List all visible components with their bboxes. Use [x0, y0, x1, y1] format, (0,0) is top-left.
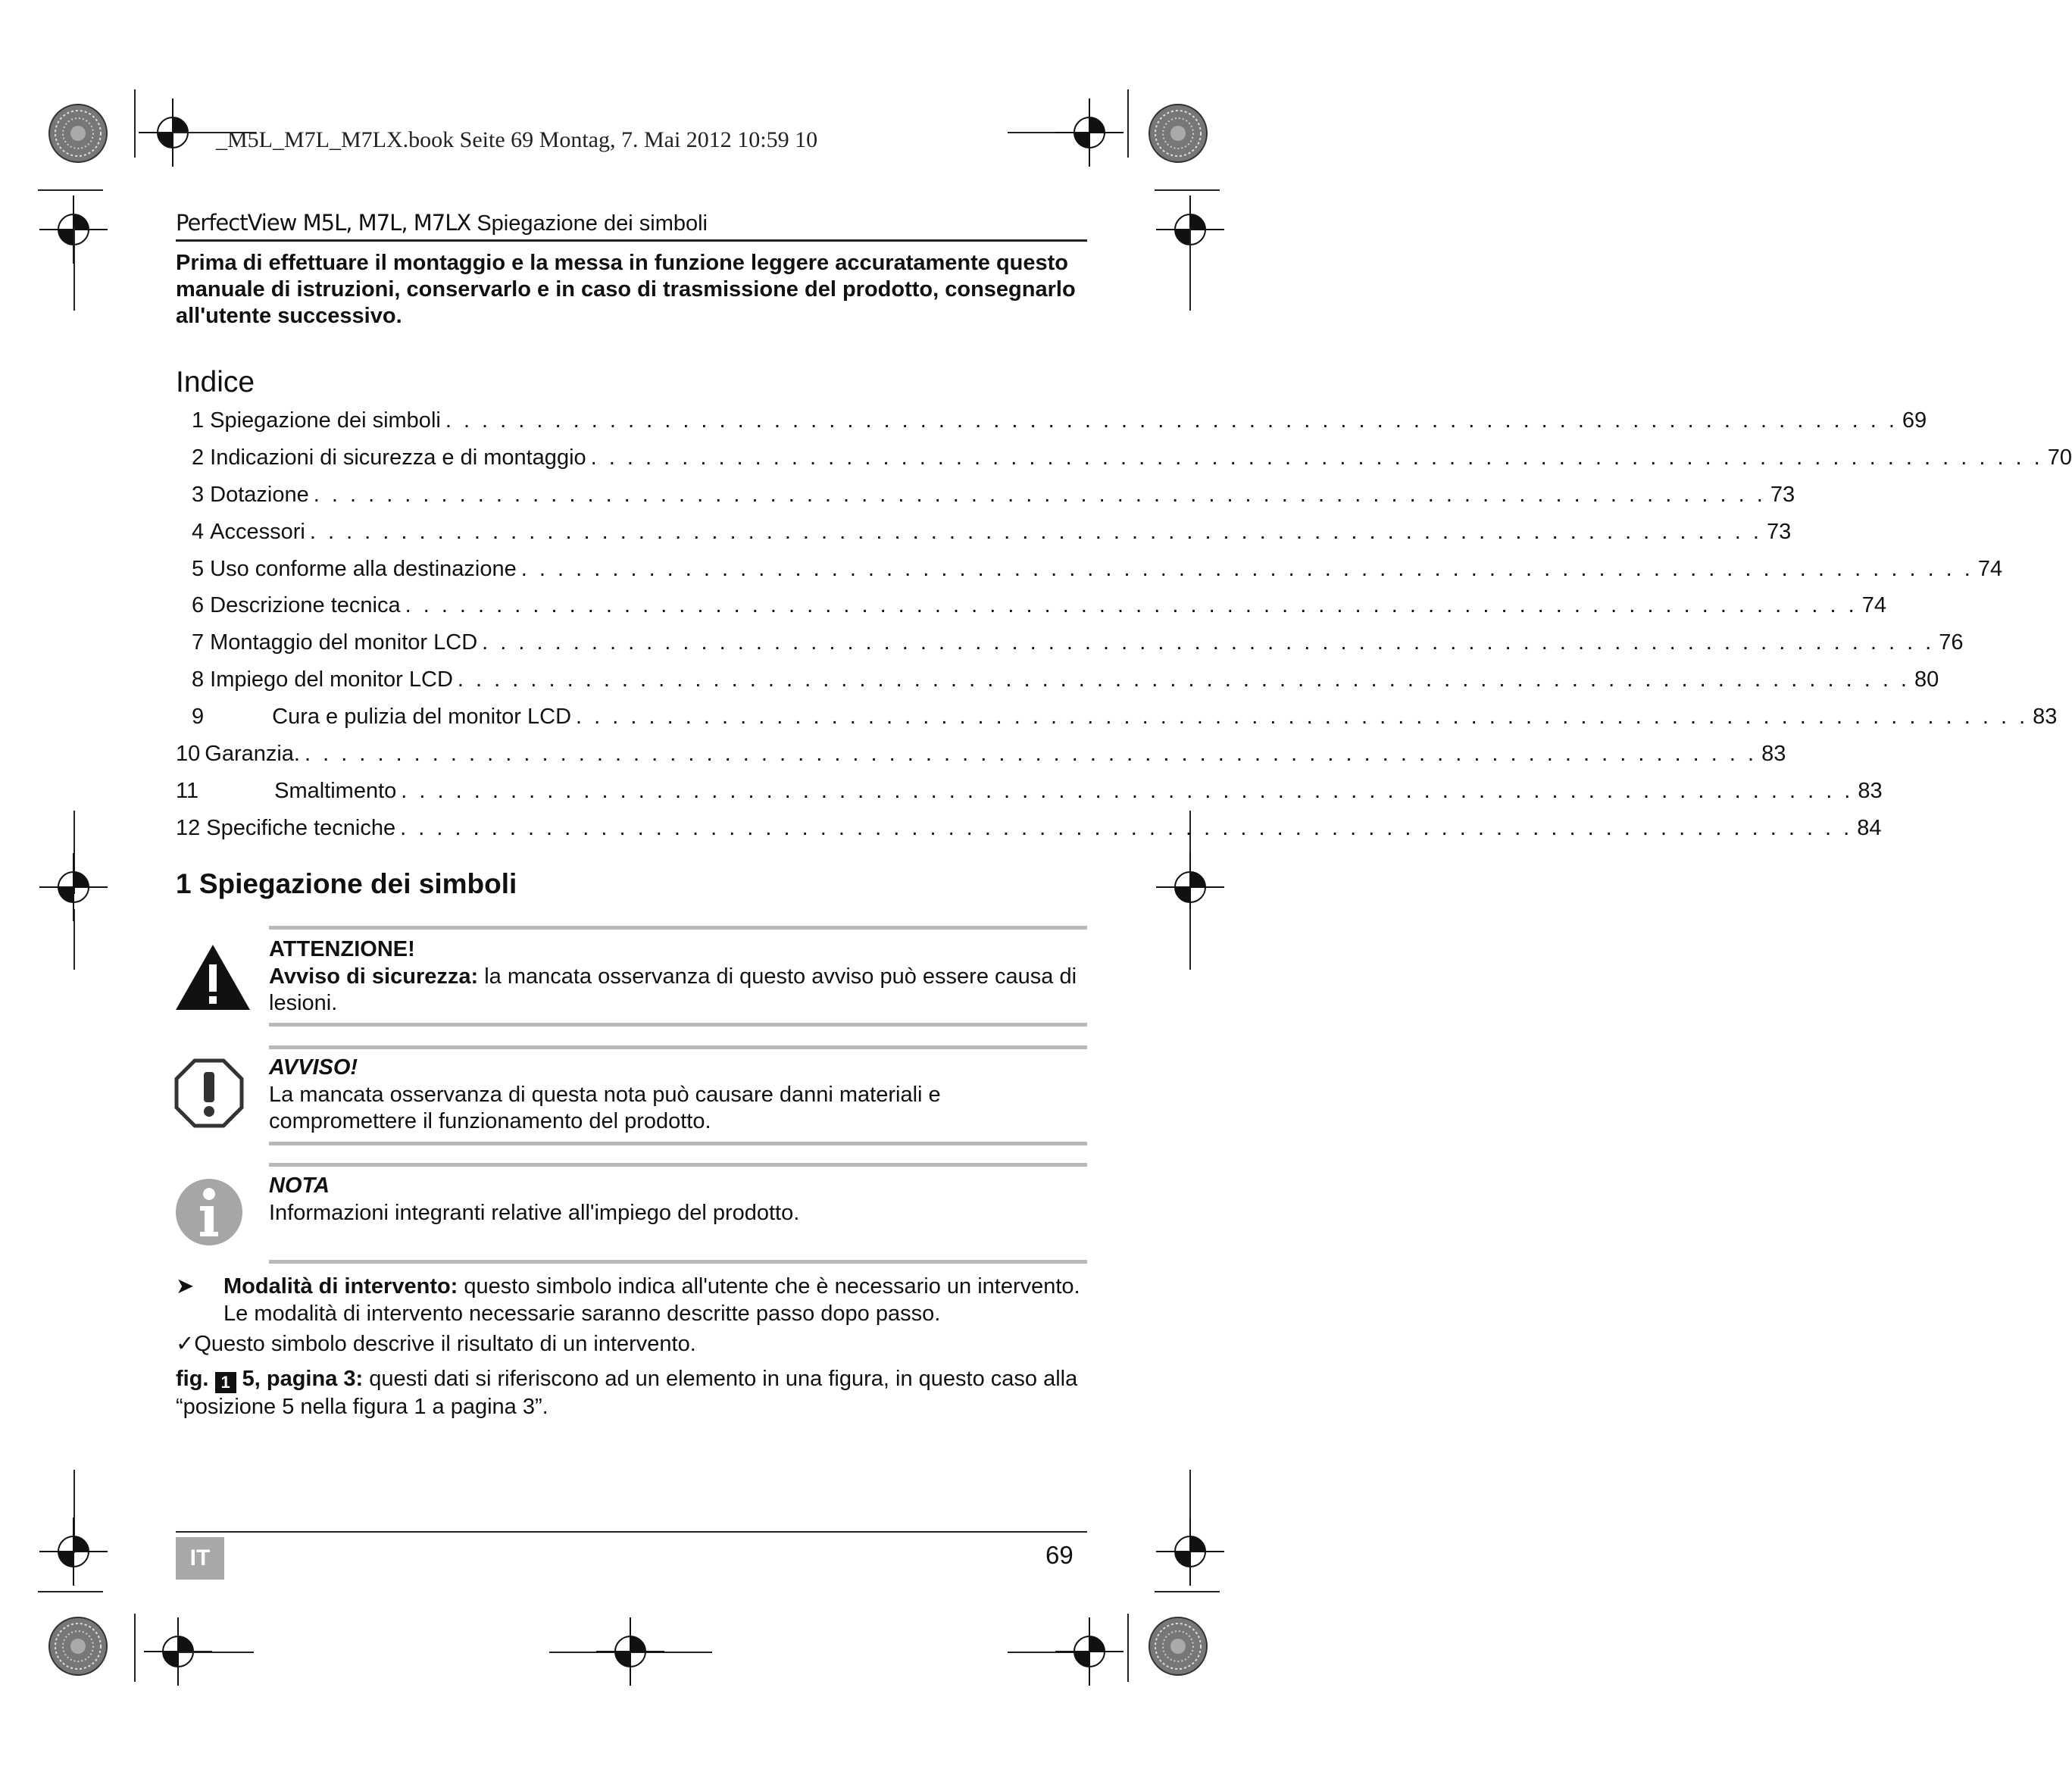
toc-entry-number: 9	[192, 705, 205, 729]
toc-entry-title: Garanzia.	[205, 742, 300, 766]
toc-entry[interactable]	[192, 517, 1792, 547]
action-label: Modalità di intervento:	[223, 1274, 458, 1299]
result-text: Questo simbolo descrive il risultato di un intervento.	[194, 1332, 696, 1356]
toc-entry-title: Accessori	[210, 520, 305, 544]
crop-line	[1127, 1614, 1129, 1682]
action-arrow-icon: ➤	[176, 1274, 195, 1299]
crop-line	[134, 1614, 136, 1682]
header-section: Spiegazione dei simboli	[477, 211, 708, 236]
print-header: _M5L_M7L_M7LX.book Seite 69 Montag, 7. Mai 2012 10:59 10	[216, 127, 818, 152]
result-paragraph	[176, 1330, 1085, 1358]
toc-entry[interactable]	[192, 590, 1886, 620]
toc-entry-page: 83	[2033, 705, 2058, 729]
crop-line	[1155, 1591, 1220, 1592]
toc-entry[interactable]	[192, 702, 2058, 732]
toc-entry-number: 6	[192, 593, 205, 617]
registration-mark-right-lower	[1156, 1517, 1224, 1586]
toc-entry-number: 11	[176, 779, 199, 803]
toc-entry-page: 83	[1858, 779, 1883, 803]
toc-entry-title: Specifiche tecniche	[206, 816, 396, 840]
color-rosette-top-left	[48, 103, 108, 164]
registration-mark-top-right	[1055, 98, 1124, 167]
color-rosette-top-right	[1148, 103, 1208, 164]
crop-line	[1189, 227, 1191, 311]
language-badge: IT	[176, 1537, 224, 1580]
toc-entry-page: 76	[1939, 630, 1964, 655]
crop-line	[38, 1591, 103, 1592]
toc-leader-dots: . . . . . . . . . . . . . . . . . . . . . . . . . . . . . . . . . . . . . . . . . . . . . . . . . . . . . . . . . . . . . . . . . . . . . . . . . . . . . . . .	[590, 445, 2043, 470]
toc-entry-number: 3	[192, 483, 205, 507]
toc-entry-page: 80	[1914, 667, 1939, 692]
toc-entry[interactable]	[192, 405, 1927, 436]
toc-entry-title: Impiego del monitor LCD	[210, 667, 453, 692]
toc-leader-dots: . . . . . . . . . . . . . . . . . . . . . . . . . . . . . . . . . . . . . . . . . . . . . . . . . . . . . . . . . . . . . . . . . . . . . . . . . . . . . . . .	[305, 742, 1758, 766]
crop-line	[134, 89, 136, 158]
check-icon: ✓	[176, 1332, 195, 1356]
toc-entry-page: 73	[1766, 520, 1792, 544]
toc-entry-title: Spiegazione dei simboli	[210, 408, 441, 433]
toc-leader-dots: . . . . . . . . . . . . . . . . . . . . . . . . . . . . . . . . . . . . . . . . . . . . . . . . . . . . . . . . . . . . . . . . . . . . . . . . . . . . . . . .	[576, 705, 2029, 729]
warning-triangle-icon	[174, 943, 252, 1011]
toc-entry[interactable]	[176, 739, 1786, 769]
toc-entry-title: Montaggio del monitor LCD	[210, 630, 478, 655]
note-title: NOTA	[269, 1174, 330, 1198]
toc-leader-dots: . . . . . . . . . . . . . . . . . . . . . . . . . . . . . . . . . . . . . . . . . . . . . . . . . . . . . . . . . . . . . . . . . . . . . . . . . . . . . . . .	[405, 593, 1858, 617]
crop-line	[38, 189, 103, 191]
info-icon	[174, 1177, 244, 1247]
toc-entry-title: Descrizione tecnica	[210, 593, 401, 617]
toc-entry[interactable]	[192, 627, 1964, 658]
note-text: Informazioni integranti relative all'impiego del prodotto.	[269, 1201, 800, 1225]
figure-reference-paragraph	[176, 1365, 1089, 1421]
crop-line	[1155, 189, 1220, 191]
toc-entry-title: Cura e pulizia del monitor LCD	[272, 705, 572, 729]
toc-entry-number: 5	[192, 557, 205, 581]
figref-label: 5, pagina 3:	[242, 1367, 364, 1391]
toc-leader-dots: . . . . . . . . . . . . . . . . . . . . . . . . . . . . . . . . . . . . . . . . . . . . . . . . . . . . . . . . . . . . . . . . . . . . . . . . . . . . . . . .	[309, 520, 1762, 544]
toc-entry-page: 70	[2047, 445, 2072, 470]
toc-entry[interactable]	[176, 776, 1883, 806]
toc-entry-title: Dotazione	[210, 483, 309, 507]
warning-body: la mancata osservanza di questo avviso può essere causa di lesioni.	[269, 964, 1077, 1015]
divider	[269, 1142, 1087, 1145]
toc-entry-number: 4	[192, 520, 205, 544]
section-heading: 1 Spiegazione dei simboli	[176, 868, 517, 899]
toc-leader-dots: . . . . . . . . . . . . . . . . . . . . . . . . . . . . . . . . . . . . . . . . . . . . . . . . . . . . . . . . . . . . . . . . . . . . . . . . . . . . . . . .	[400, 816, 1853, 840]
notice-exclamation-icon	[174, 1058, 244, 1128]
crop-line	[73, 227, 75, 311]
toc-entry-number: 8	[192, 667, 205, 692]
toc-entry-page: 73	[1770, 483, 1795, 507]
toc-entry[interactable]	[192, 664, 1939, 695]
toc-entry-number: 10	[176, 742, 201, 766]
toc-leader-dots: . . . . . . . . . . . . . . . . . . . . . . . . . . . . . . . . . . . . . . . . . . . . . . . . . . . . . . . . . . . . . . . . . . . . . . . . . . . . . . . .	[457, 667, 1910, 692]
intro-paragraph: Prima di effettuare il montaggio e la messa in funzione leggere accuratamente questo manuale di istruzioni, conservarlo e in caso di trasmissione del prodotto, consegnarlo all'utente successivo.	[176, 251, 1076, 328]
toc-entry-page: 74	[1977, 557, 2003, 581]
toc-entry-number: 7	[192, 630, 205, 655]
toc-entry[interactable]	[192, 554, 2003, 584]
toc-leader-dots: . . . . . . . . . . . . . . . . . . . . . . . . . . . . . . . . . . . . . . . . . . . . . . . . . . . . . . . . . . . . . . . . . . . . . . . . . . . . . . . .	[520, 557, 1974, 581]
crop-line	[178, 1652, 254, 1653]
figref-text: questi dati si riferiscono ad un elemento in una figura, in questo caso alla “posizione 5 nella figura 1 a pagina 3”.	[176, 1367, 1078, 1419]
warning-label: Avviso di sicurezza:	[269, 964, 479, 989]
toc-entry-number: 2	[192, 445, 205, 470]
toc-leader-dots: . . . . . . . . . . . . . . . . . . . . . . . . . . . . . . . . . . . . . . . . . . . . . . . . . . . . . . . . . . . . . . . . . . . . . . . . . . . . . . . .	[401, 779, 1854, 803]
footer-divider	[176, 1531, 1087, 1533]
toc-entry-page: 69	[1902, 408, 1927, 433]
divider	[269, 1023, 1087, 1027]
toc-entry[interactable]	[176, 813, 1882, 843]
color-rosette-bottom-left	[48, 1616, 108, 1677]
toc-entry-number: 1	[192, 408, 205, 433]
toc-leader-dots: . . . . . . . . . . . . . . . . . . . . . . . . . . . . . . . . . . . . . . . . . . . . . . . . . . . . . . . . . . . . . . . . . . . . . . . . . . . . . . . .	[445, 408, 1898, 433]
toc-leader-dots: . . . . . . . . . . . . . . . . . . . . . . . . . . . . . . . . . . . . . . . . . . . . . . . . . . . . . . . . . . . . . . . . . . . . . . . . . . . . . . . .	[482, 630, 1935, 655]
toc-entry-title: Smaltimento	[274, 779, 397, 803]
toc-leader-dots: . . . . . . . . . . . . . . . . . . . . . . . . . . . . . . . . . . . . . . . . . . . . . . . . . . . . . . . . . . . . . . . . . . . . . . . . . . . . . . . .	[313, 483, 1766, 507]
toc-entry-title: Indicazioni di sicurezza e di montaggio	[210, 445, 586, 470]
warning-text	[269, 964, 1087, 1017]
warning-title: ATTENZIONE!	[269, 937, 415, 961]
crop-line	[1127, 89, 1129, 158]
toc-entry-page: 83	[1761, 742, 1786, 766]
header-brand: PerfectView M5L, M7L, M7LX	[176, 210, 471, 236]
crop-line	[73, 909, 75, 970]
divider	[269, 1260, 1087, 1264]
divider	[269, 926, 1087, 930]
divider	[269, 1045, 1087, 1049]
toc-entry-page: 84	[1857, 816, 1882, 840]
figure-number-badge: 1	[215, 1372, 236, 1393]
crop-line	[1189, 909, 1191, 970]
registration-mark-left-lower	[39, 1517, 108, 1586]
action-text: questo simbolo indica all'utente che è necessario un intervento. Le modalità di intervento necessarie saranno descritte passo dopo passo.	[223, 1274, 1080, 1326]
toc-entry-page: 74	[1861, 593, 1886, 617]
registration-mark-bottom-center	[596, 1617, 664, 1686]
figref-prefix: fig.	[176, 1367, 209, 1391]
notice-text: La mancata osservanza di questa nota può causare danni materiali e compromettere il funzionamento del prodotto.	[269, 1083, 941, 1133]
action-paragraph	[223, 1273, 1089, 1327]
toc-entry[interactable]	[192, 480, 1795, 510]
page-number: 69	[1045, 1541, 1074, 1569]
registration-mark-bottom-right	[1055, 1617, 1124, 1686]
color-rosette-bottom-right	[1148, 1616, 1208, 1677]
toc-entry-title: Uso conforme alla destinazione	[210, 557, 517, 581]
divider	[269, 1163, 1087, 1167]
notice-title: AVVISO!	[269, 1055, 358, 1080]
running-header	[176, 210, 1087, 242]
toc-entry[interactable]	[192, 442, 2072, 473]
toc-entry-number: 12	[176, 816, 201, 840]
toc-heading: Indice	[176, 366, 255, 398]
